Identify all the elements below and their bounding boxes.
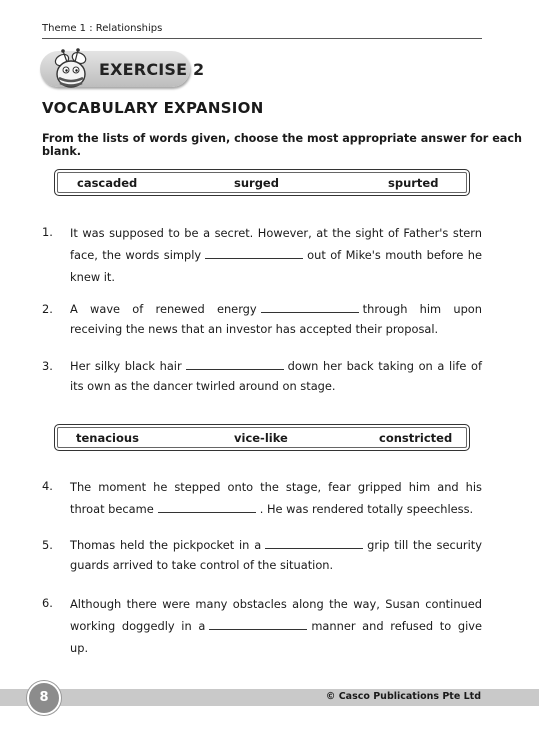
question-text: grip till the security guards arrived to take control of the situation. xyxy=(70,538,482,572)
question-item xyxy=(42,299,482,339)
copyright-notice: © Casco Publications Pte Ltd xyxy=(325,691,481,702)
section-heading: VOCABULARY EXPANSION xyxy=(42,99,264,117)
bee-icon xyxy=(48,48,94,92)
question-text: out of Mike's mouth before he knew it. xyxy=(70,248,482,284)
page-number: 8 xyxy=(39,690,49,705)
question-text: down her back taking on a life of its own as the dancer twirled around on stage. xyxy=(70,359,482,393)
question-item xyxy=(42,535,482,575)
question-number: 5. xyxy=(42,538,53,552)
word-option: constricted xyxy=(379,431,453,445)
word-option: spurted xyxy=(388,176,439,190)
word-option: cascaded xyxy=(77,176,138,190)
question-number: 2. xyxy=(42,302,53,316)
question-text: Thomas held the pickpocket in a xyxy=(70,538,262,552)
exercise-title: EXERCISE 2 xyxy=(99,60,205,79)
answer-blank[interactable] xyxy=(209,619,307,630)
theme-label: Theme 1 : Relationships xyxy=(42,23,163,34)
word-list-box xyxy=(54,424,470,451)
word-option: tenacious xyxy=(76,431,139,445)
question-number: 3. xyxy=(42,359,53,373)
question-item xyxy=(42,356,482,396)
question-number: 4. xyxy=(42,479,53,493)
answer-blank[interactable] xyxy=(205,248,303,259)
question-text: . He was rendered totally speechless. xyxy=(259,502,474,516)
word-option: vice-like xyxy=(234,431,288,445)
question-number: 6. xyxy=(42,596,53,610)
question-item xyxy=(42,476,482,520)
question-item xyxy=(42,222,482,282)
question-number: 1. xyxy=(42,225,53,239)
answer-blank[interactable] xyxy=(261,302,359,313)
word-list-box xyxy=(54,169,470,196)
question-text: manner and refused to give up. xyxy=(70,619,482,655)
question-text: through him upon receiving the news that an investor has accepted their proposal. xyxy=(70,302,482,336)
question-item xyxy=(42,593,482,655)
question-text: Although there were many obstacles along the way, Susan continued working doggedly in a xyxy=(70,597,482,633)
question-text: Her silky black hair xyxy=(70,359,182,373)
instructions: From the lists of words given, choose the most appropriate answer for each blank. xyxy=(42,132,522,158)
header-divider xyxy=(42,38,482,39)
question-text: The moment he stepped onto the stage, fear gripped him and his throat became xyxy=(70,480,482,516)
answer-blank[interactable] xyxy=(265,538,363,549)
question-text: A wave of renewed energy xyxy=(70,302,257,316)
question-text: It was supposed to be a secret. However, at the sight of Father's stern face, the words simply xyxy=(70,226,482,262)
word-option: surged xyxy=(234,176,279,190)
answer-blank[interactable] xyxy=(186,359,284,370)
answer-blank[interactable] xyxy=(158,502,256,513)
